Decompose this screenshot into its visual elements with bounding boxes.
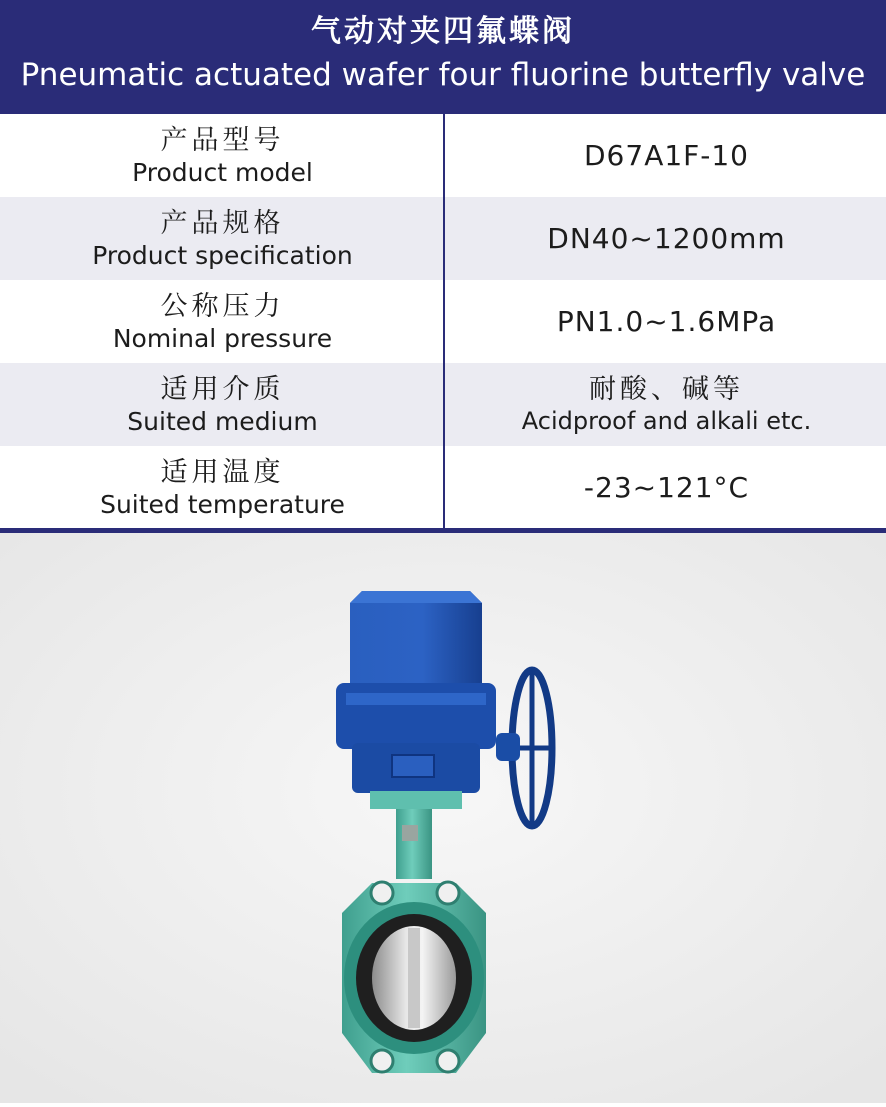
spec-label: [0, 363, 445, 446]
title-chinese: 气动对夹四氟蝶阀: [311, 14, 575, 49]
spec-label-cn: 适用温度: [160, 456, 285, 488]
title-banner: [0, 0, 886, 114]
spec-value: -23~121°C: [583, 470, 750, 504]
spec-value-cell: [447, 114, 886, 197]
spec-label-en: Product specification: [92, 240, 353, 270]
spec-value-cn: 耐酸、碱等: [589, 373, 744, 405]
spec-label-cn: 适用介质: [160, 373, 285, 405]
spec-value-cell: [447, 280, 886, 363]
spec-label: [0, 280, 445, 363]
actuator-icon: [336, 591, 496, 809]
valve-body-icon: [342, 882, 486, 1073]
spec-label-en: Suited temperature: [100, 489, 345, 519]
spec-value: DN40~1200mm: [547, 221, 786, 255]
spec-label-cn: 产品规格: [160, 207, 285, 239]
spec-label-en: Product model: [132, 157, 313, 187]
spec-label-en: Nominal pressure: [112, 323, 333, 353]
spec-value-en: Acidproof and alkali etc.: [521, 406, 812, 435]
spec-value: D67A1F-10: [584, 138, 749, 172]
spec-label-cn: 产品型号: [160, 124, 285, 156]
spec-value-cell: [447, 446, 886, 529]
valve-illustration: [0, 533, 886, 1103]
spec-label-en: Suited medium: [127, 406, 318, 436]
spec-label: [0, 446, 445, 529]
spec-label: [0, 197, 445, 280]
title-english: Pneumatic actuated wafer four fluorine butterfly valve: [20, 57, 866, 93]
spec-value: PN1.0~1.6MPa: [556, 304, 777, 338]
product-photo: [0, 533, 886, 1103]
valve-neck-icon: [396, 809, 432, 879]
column-divider: [443, 114, 445, 528]
spec-label: [0, 114, 445, 197]
spec-value-cell: [447, 197, 886, 280]
spec-label-cn: 公称压力: [160, 290, 285, 322]
spec-value-cell: [447, 363, 886, 446]
